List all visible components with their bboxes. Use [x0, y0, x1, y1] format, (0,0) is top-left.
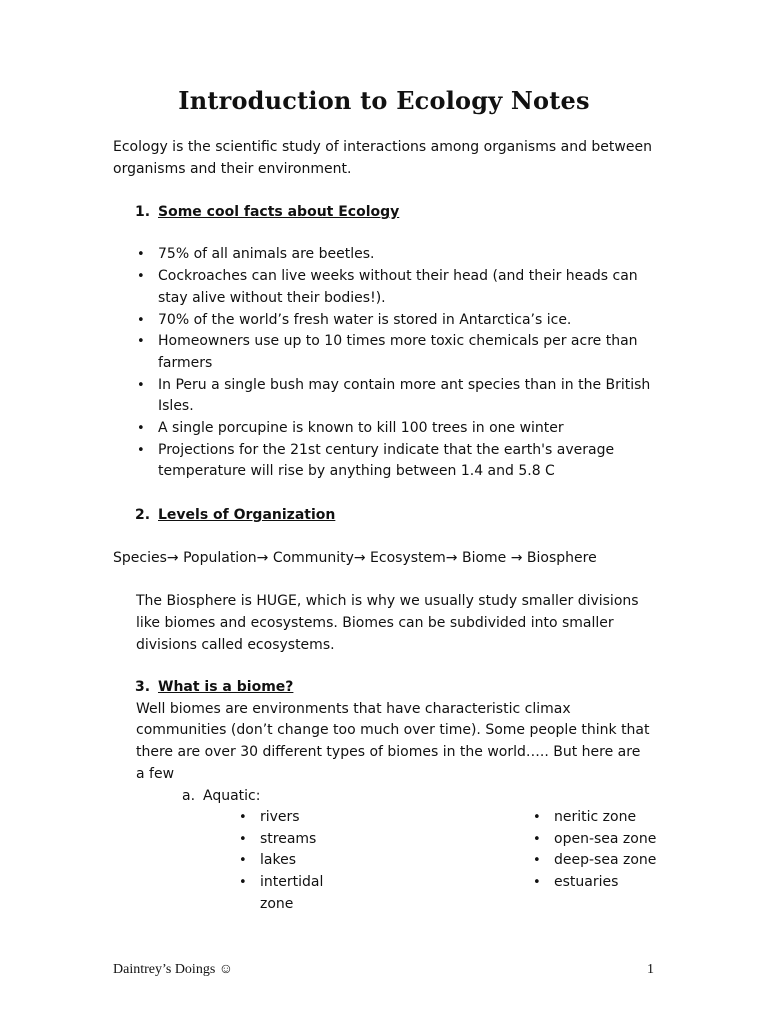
level-biome: Biome	[461, 550, 511, 566]
fact-1: 75% of all animals are beetles.	[158, 246, 375, 262]
bullet-icon: •	[239, 875, 247, 890]
page-number: 1	[647, 962, 654, 977]
aquatic-right-item: neritic zone	[554, 809, 637, 825]
fact-6: A single porcupine is known to kill 100 trees in one winter	[158, 420, 564, 436]
aquatic-left-item: intertidal	[260, 874, 324, 890]
fact-5-line-1: In Peru a single bush may contain more ant species than in the British	[158, 377, 651, 393]
intro-line-2: organisms and their environment.	[113, 161, 352, 177]
bullet-icon: •	[533, 810, 541, 825]
fact-4-line-2: farmers	[158, 355, 213, 371]
sub-a-label: Aquatic:	[203, 788, 261, 804]
fact-3: 70% of the world’s fresh water is stored in Antarctica’s ice.	[158, 312, 572, 328]
biome-para-line-3: there are over 30 different types of biomes in the world….. But here are	[136, 744, 641, 760]
bullet-icon: •	[137, 334, 145, 349]
section-1-number: 1.	[135, 204, 151, 220]
aquatic-left-item: streams	[260, 831, 317, 847]
bullet-icon: •	[137, 313, 145, 328]
level-biosphere: Biosphere	[522, 550, 597, 566]
arrow-right-icon: →	[166, 550, 179, 566]
biome-para-line-4: a few	[136, 766, 175, 782]
section-2-number: 2.	[135, 507, 151, 523]
biome-para-line-2: communities (don’t change too much over time). Some people think that	[136, 722, 650, 738]
bullet-icon: •	[137, 269, 145, 284]
level-ecosystem: Ecosystem	[370, 550, 446, 566]
arrow-right-icon: →	[510, 550, 523, 566]
biosphere-para-line-1: The Biosphere is HUGE, which is why we usually study smaller divisions	[136, 593, 639, 609]
fact-4-line-1: Homeowners use up to 10 times more toxic chemicals per acre than	[158, 333, 638, 349]
fact-2-line-1: Cockroaches can live weeks without their head (and their heads can	[158, 268, 638, 284]
bullet-icon: •	[137, 421, 145, 436]
section-3-heading: What is a biome?	[158, 679, 294, 695]
biosphere-para-line-3: divisions called ecosystems.	[136, 637, 335, 653]
biome-para-line-1: Well biomes are environments that have characteristic climax	[136, 701, 571, 717]
fact-5-line-2: Isles.	[158, 398, 194, 414]
aquatic-left-item: lakes	[260, 852, 296, 868]
level-species: Species	[113, 550, 167, 566]
level-population: Population	[183, 550, 257, 566]
bullet-icon: •	[137, 247, 145, 262]
bullet-icon: •	[239, 853, 247, 868]
section-1-heading: Some cool facts about Ecology	[158, 204, 400, 220]
section-3-number: 3.	[135, 679, 151, 695]
level-community: Community	[272, 550, 354, 566]
aquatic-right-item: estuaries	[554, 874, 619, 890]
page-title: Introduction to Ecology Notes	[178, 86, 590, 115]
aquatic-right-item: open-sea zone	[554, 831, 657, 847]
bullet-icon: •	[533, 875, 541, 890]
fact-7-line-2: temperature will rise by anything between 1.4 and 5.8 C	[158, 463, 555, 479]
aquatic-left-item: rivers	[260, 809, 300, 825]
aquatic-left-item-continued: zone	[260, 896, 294, 912]
arrow-right-icon: →	[353, 550, 366, 566]
bullet-icon: •	[239, 832, 247, 847]
bullet-icon: •	[137, 443, 145, 458]
intro-line-1: Ecology is the scientific study of interactions among organisms and between	[113, 139, 652, 155]
section-2-heading: Levels of Organization	[158, 507, 336, 523]
sub-a-letter: a.	[182, 788, 196, 804]
footer-left: Daintrey’s Doings ☺	[113, 962, 234, 977]
bullet-icon: •	[239, 810, 247, 825]
bullet-icon: •	[533, 832, 541, 847]
arrow-right-icon: →	[445, 550, 458, 566]
aquatic-right-item: deep-sea zone	[554, 852, 657, 868]
fact-2-line-2: stay alive without their bodies!).	[158, 290, 386, 306]
fact-7-line-1: Projections for the 21st century indicate that the earth's average	[158, 442, 615, 458]
levels-of-organization	[113, 548, 597, 570]
biosphere-para-line-2: like biomes and ecosystems. Biomes can be subdivided into smaller	[136, 615, 614, 631]
arrow-right-icon: →	[256, 550, 269, 566]
bullet-icon: •	[533, 853, 541, 868]
bullet-icon: •	[137, 378, 145, 393]
